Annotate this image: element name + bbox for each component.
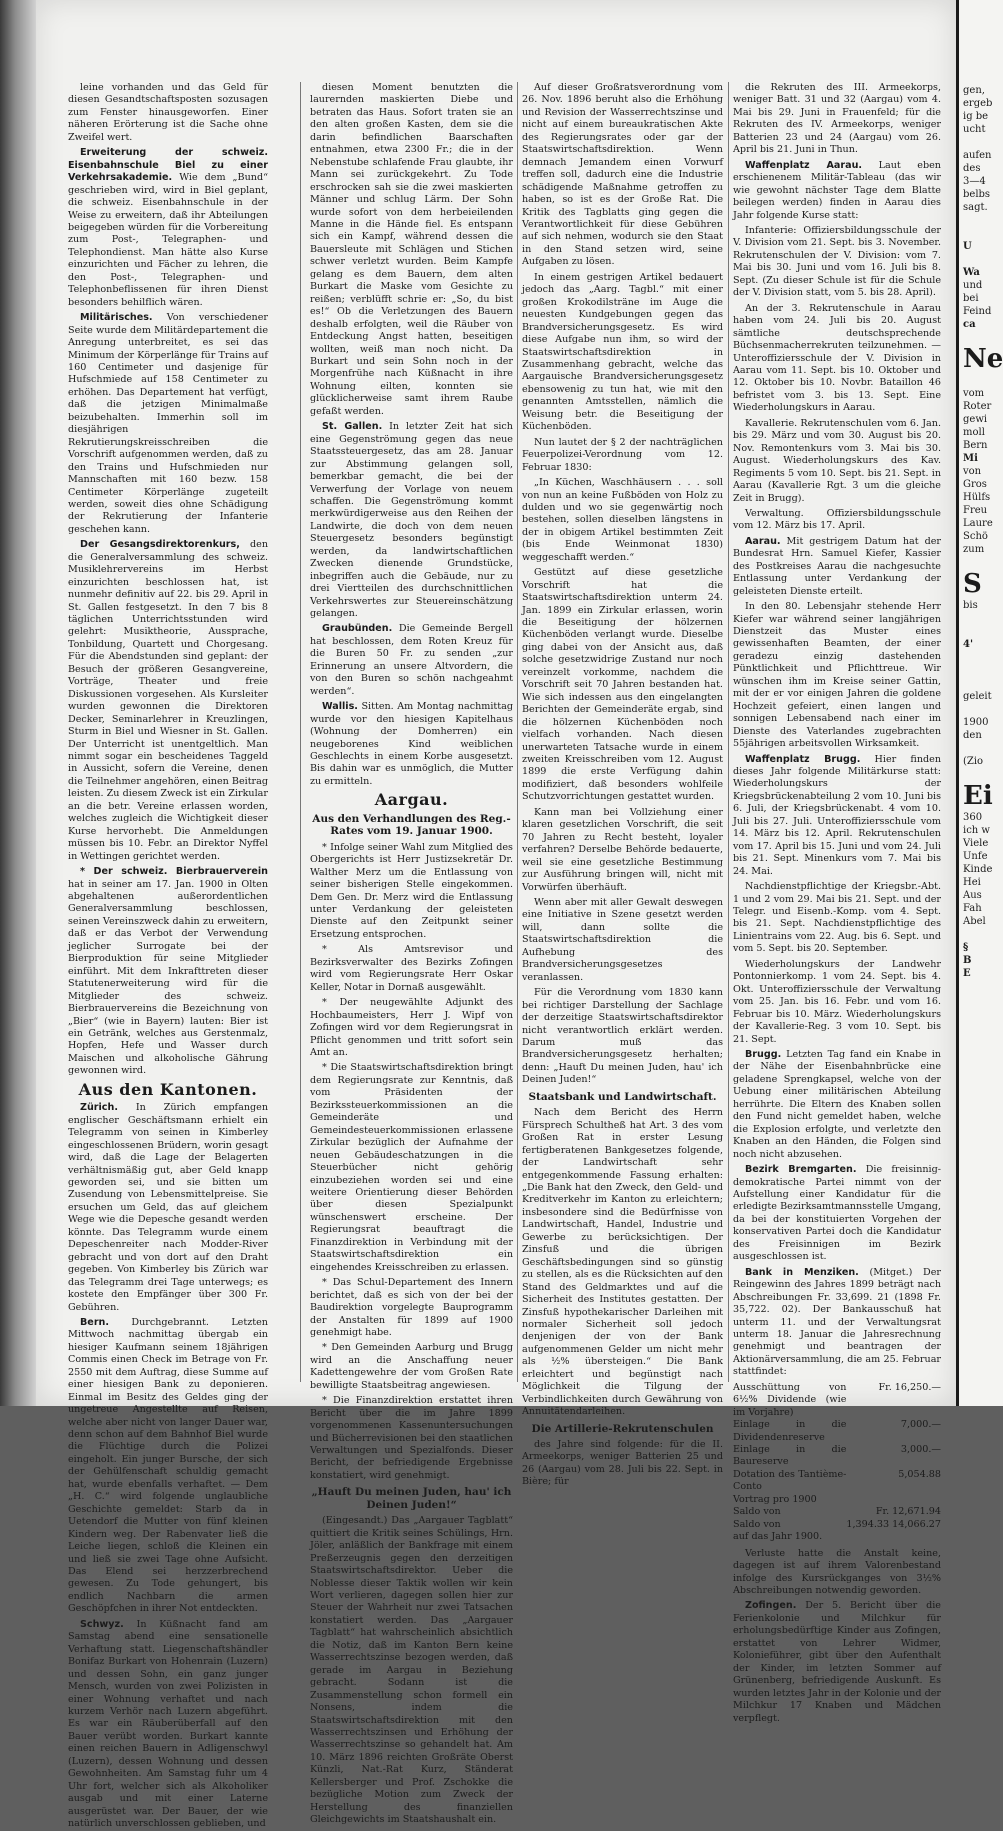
column-1 [68,82,268,1830]
quotation: „In Küchen, Waschhäusern . . . soll von nun an keine Fußböden von Holz zu dulden und wo sie gegenwärtig noch bestehen, sollen dieselben längstens in der in obigem Artikel bestimmten Zeit (bis Ende Weinmonat 1830) weggeschafft werden.“ [522,477,723,563]
paragraph: Wiederholungskurs der Landwehr Pontonnierkomp. 1 vom 24. Sept. bis 4. Okt. Unteroffiziersschule der Verwaltung vom 25. Jan. bis 16. Febr. und vom 16. Februar bis 10. März. Wiederholungskurs der Kavallerie-Reg. 3 vom 10. Sept. bis 21. Sept. [733,958,941,1045]
edge-fragment: von [963,466,982,477]
paragraph [68,539,268,863]
edge-fragment [959,612,1003,625]
paragraph [68,312,268,536]
row-value: 5,054.88 [898,1468,941,1480]
body-text: Letzten Tag fand ein Knabe in der Nähe der Eisenbahnbrücke eine geladene Sprengkapsel, welche von der Uebung einer militärischen Abteilung herrührte. Die Eltern des Knaben sollen den Fund nicht gemeldet haben, welche die Explosion erfolgte, und verletzte den Knaben an den Händen, die Folgen sind noch nicht abzusehen. [733,1048,941,1160]
edge-fragment: ig be [963,111,989,122]
edge-fragment [959,136,1003,149]
edge-fragment: ich w [963,825,990,836]
edge-fragment [959,214,1003,227]
column-rule [300,82,301,1382]
edge-fragment: Viele [963,838,989,849]
edge-fragment: (Zio [963,756,984,767]
paragraph: * Das Schul-Departement des Innern berichtet, daß es sich von der bei der Baudirektion vorgelegte Bauprogramm der Anstalten für 1899 auf 1900 genehmigt habe. [310,1277,513,1338]
edge-fragment: ergeb [963,98,993,109]
paragraph: die Rekruten des III. Armeekorps, weniger Batt. 31 und 32 (Aargau) vom 4. Mai bis 29. Juni in Frauenfeld; für die Rekruten des IV. Armeekorps, weniger Batterien 23 und 24 (Aargau) vom 26. April bis 21. Juni in Thun. [733,82,941,156]
headline: Militärisches. [80,312,153,324]
paragraph [310,421,513,620]
edge-fragment: den [963,730,982,741]
subheading: „Hauft Du meinen Juden, hau' ich Deinen Juden!“ [311,1486,512,1511]
table-row [733,1494,941,1506]
edge-fragment [959,928,1003,941]
paragraph: * Den Gemeinden Aarburg und Brugg wird an die Anschaffung neuer Kadettengewehre der vom Großen Rate bewilligte Staatsbeitrag angewiesen. [310,1342,513,1391]
edge-fragment: Gros [963,479,987,490]
headline: Waffenplatz Aarau. [745,159,863,171]
paragraph: An der 3. Rekrutenschule in Aarau haben vom 24. Juli bis 20. August sämtliche deutschsprechende Büchsenmacherrekruten teilzunehmen. — Unteroffiziersschule der V. Division in Aarau vom 11. Sept. bis 10. Oktober und 12. Oktober bis 10. Novbr. Bataillon 46 befristet vom 3. bis 13. Sept. Eine Wiederholungskurs in Aarau. [733,302,941,414]
paragraph [733,1049,941,1161]
scan-left-edge [0,0,38,1406]
paragraph [733,536,941,598]
headline: Bern. [80,1316,110,1328]
paragraph [68,1619,268,1831]
edge-fragment: 1900 [963,717,989,728]
body-text: (Mitget.) Der Reingewinn des Jahres 1899 beträgt nach Abschreibungen Fr. 33,699. 21 (1898 Fr. 35,722. 02). Der Bankausschuß hat unterm 11. und der Verwaltungsrat unterm 18. Januar die Jahresrechnung genehmigt und beantragen der Aktionärversammlung, die am 25. Februar stattfindet: [733,1266,941,1378]
edge-fragment: Bern [963,440,988,451]
paragraph [733,754,941,879]
body-text: Durchgebrannt. Letzten Mittwoch nachmittag übergab ein hiesiger Kaufmann seinem 18jährigen Commis einen Check im Betrage von Fr. 2550 mit dem Auftrag, diese Summe auf einer hiesigen Bank zu deponieren. Einmal im Besitz des Geldes ging der ungetreue Angestellte auf Reisen, welche aber nicht von langer Dauer war, denn schon auf dem Bahnhof Biel wurde die Flüchtige durch die Polizei eingeholt. Ein junger Bursche, der sich der Gehülfenschaft schuldig gemacht hat, wurde ebenfalls verhaftet. — Dem „H. C.“ wird folgende unglaubliche Geschichte gemeldet: Starb da in Uetendorf die Mutter von fünf kleinen Kindern weg. Der Rabenvater ließ die Leiche liegen, schloß die Kleinen ein und ließ sie zwei Tage ohne Aufsicht. Das Elend sei herzzerbrechend gewesen. Zu Tode gehungert, bis endlich Nachbarn die armen Geschöpfchen in ihrer Not entdeckten. [68,1316,268,1615]
edge-fragment: Ne [963,344,1003,374]
row-label: Saldo von [733,1518,781,1530]
row-value [846,1494,941,1506]
edge-fragment [959,703,1003,716]
paragraph: Nachdienstpflichtige der Kriegsbr.-Abt. 1 und 2 vom 29. Mai bis 21. Sept. und der Telegr. und Eisenb.-Komp. vom 4. Sept. bis 21. Sept. Nachdienstpflichtige des Linientrains vom 22. Aug. bis 6. Sept. und vom 5. Sept. bis 20. September. [733,881,941,955]
edge-fragment: Mi [963,453,978,464]
row-label: Einlage in die Baureserve [733,1444,847,1468]
edge-fragment: U [963,241,972,252]
edge-fragment: vom [963,388,985,399]
body-text: In letzter Zeit hat sich eine Gegenströmung gegen das neue Staatssteuergesetz, das am 28. Januar zur Abstimmung gelangen soll, bemerkbar gemacht, die bei der Verwerfung der Vorlage von neuem schaffen. Die Gegenströmung kommt merkwürdigerweise aus den Reihen der Landwirte, die doch von dem neuen Steuergesetz besonders begünstigt werden, da landwirtschaftlichen Zwecken dienende Grundstücke, inbegriffen auch die Gebäude, nur zu drei Viertteilen des durchschnittlichen Verkehrswertes zur Steuereinschätzung gelangen. [310,421,513,620]
body-text: Mit gestrigem Datum hat der Bundesrat Hrn. Samuel Kiefer, Kassier des Postkreises Aarau die nachgesuchte Entlassung unter Verdankung der geleisteten Dienste erteilt. [733,535,941,597]
paragraph: In einem gestrigen Artikel bedauert jedoch das „Aarg. Tagbl.“ mit einer großen Krokodilsträne im Auge die neuesten Kundgebungen gegen das Brandversicherungsgesetz. Es wird diese Aufgabe nun ihm, so wird der Staatswirtschaftsdirektion in Zusammenhang gebracht, welche das Aargauische Brandversicherungsgesetz ebensowenig zu tun hat, wie mit den genannten Amtsstellen, nämlich die Weisung betr. die Beseitigung der Küchenböden. [522,271,723,433]
paragraph [68,1102,268,1314]
table-row [733,1444,941,1469]
edge-fragment: sagt. [963,202,988,213]
edge-fragment: § [963,942,969,953]
headline: Schwyz. [80,1618,124,1630]
edge-fragment: belbs [963,189,991,200]
edge-fragment: moll [963,427,985,438]
table-row [733,1419,941,1444]
edge-fragment: aufen [963,150,992,161]
table-row [733,1519,941,1531]
edge-fragment: gewi [963,414,988,425]
paragraph: In den 80. Lebensjahr stehende Herr Kiefer war während seiner langjährigen Dienstzeit das Muster eines gewissenhaften Beamten, der einer geradezu einzig dastehenden Pünktlichkeit und Pflichttreue. Wir wünschen ihm im Kreise seiner Gattin, mit der er vor einigen Jahren die goldene Hochzeit gefeiert, einen langen und sonnigen Lebensabend nach einer im Dienste des Vaterlandes zugebrachten 55jährigen arbeitsvollen Wirksamkeit. [733,601,941,750]
edge-fragment [959,768,1003,781]
edge-fragment: B [963,955,972,966]
edge-fragment: bis [963,600,978,611]
row-label: Einlage in die Dividendenreserve [733,1419,847,1443]
paragraph [310,701,513,788]
row-label: auf das Jahr 1900. [733,1531,823,1543]
paragraph: Kann man bei Vollziehung einer klaren gesetzlichen Vorschrift, die seit 70 Jahren zu Recht besteht, loyaler verfahren? Derselbe Behörde bedauerte, weil sie eine gesetzliche Bestimmung zur Ausführung bringen will, nicht mit Vorwürfen überhäuft. [522,806,723,893]
row-value [846,1531,941,1543]
edge-fragment [959,331,1003,344]
headline: Bank in Menziken. [745,1266,859,1278]
headline: Waffenplatz Brugg. [745,753,861,765]
row-value: Fr. 12,671.94 [875,1506,941,1518]
body-text: Der 5. Bericht über die Ferienkolonie und Milchkur für erholungsbedürftige Kinder aus Zofingen, erstattet von Lehrer Widmer, Kolonieführer, gibt über den Aufenthalt der Kinder, im letzten Sommer auf Grünenberg, befriedigende Auskunft. Es wurden letztes Jahr in der Kolonie und der Milchkur 17 Knaben und Mädchen verpflegt. [733,1600,941,1724]
row-value: 3,000.— [900,1444,941,1456]
headline: Der Gesangsdirektorenkurs, [80,539,240,551]
paragraph [310,623,513,698]
adjacent-page-edge [956,0,1003,1406]
edge-fragment [959,625,1003,638]
subheading: Staatsbank und Landwirtschaft. [528,1090,717,1103]
body-text: hat in seiner am 17. Jan. 1900 in Olten abgehaltenen außerordentlichen Generalversammlung beschlossen, seinen Vereinszweck dahin zu erweitern, daß er das Verbot der Verwendung jeglicher Surrogate bei der Bierproduktion für seine Mitglieder einführt. Mit dem Inkrafttreten dieser Statutenerweiterung wird für die Mitglieder des schweiz. Bierbrauervereins die Bezeichnung von „Bier“ (wie in Bayern) lauten: Bier ist ein Getränk, welches aus Gerstenmalz, Hopfen, Hefe und Wasser durch Maischen und alkoholische Gährung gewonnen wird. [68,878,268,1077]
headline: Brugg. [745,1048,782,1060]
paragraph: * Der neugewählte Adjunkt des Hochbaumeisters, Herr J. Wipf von Zofingen wird vor dem Regierungsrat in Pflicht genommen und tritt sofort sein Amt an. [310,997,513,1058]
edge-fragment: Fah [963,903,982,914]
body-text: Die freisinnig-demokratische Partei nimmt von der Aufstellung einer Kandidatur für die erledigte Bezirksamtmannsstelle Umgang, da bei der konstituierten Vorgehen der konservativen Partei doch die Kandidatur des Freisinnigen im Bezirk ausgeschlossen ist. [733,1164,941,1263]
paragraph: * Als Amtsrevisor und Bezirksverwalter des Bezirks Zofingen wird vom Regierungsrate Herr Oskar Keller, Notar in Dornaß ausgewählt. [310,944,513,993]
edge-fragment: ca [963,319,976,330]
paragraph: (Eingesandt.) Das „Aargauer Tagblatt“ quittiert die Kritik seines Schülings, Hrn. Jöler, anläßlich der Bankfrage mit einem Preßerzeugnis gegen den derzeitigen Staatswirtschaftsdirektor. Ueber die Noblesse dieser Taktik wollen wir kein Wort verlieren, dagegen sollen hier zur Steuer der Wahrheit nur zwei Tatsachen konstatiert werden. Das „Aargauer Tagblatt“ hat wahrscheinlich absichtlich die Notiz, daß im Kanton Bern keine Wasserrechtszinse bezogen werden, daß gerade im Aargau in Beziehung gebracht. Sodann ist die Zusammenstellung schon formell ein Nonsens, indem die Staatswirtschaftsdirektion mit den Wasserrechtszinsen und Erhöhung der Wasserrechtszinse so gehandelt hat. Am 10. März 1896 reichten Großräte Oberst Künzli, Nat.-Rat Kurz, Ständerat Kellersberger und Prof. Zschokke die bezügliche Motion zum Zweck der Herstellung des finanziellen Gleichgewichts im Staatshaushalt ein. [310,1515,513,1826]
edge-fragment: Kinde [963,864,993,875]
paragraph: Nach dem Bericht des Herrn Fürsprech Schultheß hat Art. 3 des vom Großen Rat in erster Lesung fertigberatenen Bankgesetzes folgende, der Landwirtschaft sehr entgegenkommende Fassung erhalten: „Die Bank hat den Zweck, den Geld- und Kreditverkehr im Kanton zu erleichtern; insbesondere sind die Bedürfnisse von Landwirtschaft, Handel, Industrie und Gewerbe zu berücksichtigen. Der Zinsfuß und die übrigen Geschäftsbedingungen sind so günstig zu stellen, als es die Rücksichten auf den Stand des Geldmarktes und auf die Sicherheit des Institutes gestatten. Der Zinsfuß hypothekarischer Darleihen mit normaler Sicherheit soll jedoch denjenigen der von der Bank aufgenommenen Gelder um nicht mehr als ½% übersteigen.“ Die Bank erleichtert und begünstigt nach Möglichkeit die Tilgung der Verbindlichkeiten durch Gewährung von Annuitätendarleihen. [522,1107,723,1418]
body-text: Die Gemeinde Bergell hat beschlossen, dem Roten Kreuz für die Buren 50 Fr. zu senden „zur Erinnerung an unsere Altvordern, die von den Buren so schön nachgeahmt werden“. [310,623,513,697]
subheading: Aus den Verhandlungen des Reg.-Rates vom 19. Januar 1900. [312,812,511,838]
paragraph: Nun lautet der § 2 der nachträglichen Feuerpolizei-Verordnung vom 12. Februar 1830: [522,436,723,473]
paragraph [733,1267,941,1379]
paragraph: Infanterie: Offiziersbildungsschule der V. Division vom 21. Sept. bis 3. November. Rekrutenschulen der V. Division: vom 7. Mai bis 30. Juni und vom 16. Juli bis 8. Sept. (Zu dieser Schule ist für die Schule der V. Division statt, vom 5. bis 28. April). [733,224,941,299]
column-3 [522,82,723,1488]
body-text: Wie dem „Bund“ geschrieben wird, wird in Biel geplant, die schweiz. Eisenbahnschule in der Weise zu erweitern, daß ihr Abteilungen beigegeben würden für die Vorbereitung zum Post-, Telegraphen- und Telephondienst. Man hätte also Kurse einzurichten und Fächer zu lehren, die den Post-, Telegraphen- und Telephonbeflissenen für ihren Dienst besonders behilflich wären. [68,172,268,308]
body-text: den die Generalversammlung des schweiz. Musiklehrervereins im Herbst einzurichten beschlossen hat, ist nunmehr definitiv auf 22. bis 29. April in St. Gallen festgesetzt. In den 7 bis 8 täglichen Unterrichtsstunden wird gelehrt: Musiktheorie, Aussprache, Tonbildung, Quartett und Chorgesang. Für die Abendstunden sind geplant: der Besuch der größeren Gesangvereine, Vorträge, Theater und freie Diskussionen vorgesehen. Als Kursleiter wurden gewonnen die Direktoren Decker, Seminarlehrer in Kreuzlingen, Sturm in Biel und Wiesner in St. Gallen. Der Unterricht ist unentgeltlich. Man nimmt sogar ein bescheidenes Taggeld in Aussicht, sofern die Vereine, denen die Teilnehmer angehören, einen Beitrag leisten. Zu diesem Zweck ist ein Zirkular an die betr. Vereine erlassen worden, welches zugleich die Wichtigkeit dieser Kurse hervorhebt. Die Anmeldungen müssen bis 10. Febr. an Direktor Nyffel in Wettingen gerichtet werden. [68,539,268,862]
section-title: Aargau. [374,790,449,810]
paragraph: Auf dieser Großratsverordnung vom 26. Nov. 1896 beruht also die Erhöhung und Revision der Wasserrechtszinse und nicht auf einem bureaukratischen Akte des Regierungsrates oder gar der Staatswirtschaftsdirektion. Wenn demnach Jemandem einen Vorwurf treffen soll, dadurch eine die Industrie schädigende Maßnahme getroffen zu haben, so ist es der Große Rat. Die Kritik des Tagblatts ging gegen die Verantwortlichkeit für diese Gebühren auf sich nehmen, wodurch sie den Staat in den Stand setzen wird, seine Aufgaben zu lösen. [522,82,723,268]
edge-fragment: und [963,280,983,291]
headline: Graubünden. [322,623,393,635]
table-row [733,1506,941,1518]
column-4 [733,82,942,1724]
body-text: Von verschiedener Seite wurde dem Militärdepartement die Anregung unterbreitet, es sei das Minimum der Körperlänge für Trains auf 160 Centimeter und dasjenige für Hufschmiede auf 158 Centimeter zu erhöhen. Das Departement hat verfügt, daß die jetzigen Minimalmaße beizubehalten. Immerhin soll im diesjährigen Rekrutierungskreisschreiben die Vorschrift aufgenommen werden, daß zu den Trains und Hufschmieden nur Mannschaften mit 160 bezw. 158 Centimeter Körperlänge zugeteilt werden, soweit dies ohne Schädigung der Rekrutierung der Infanterie geschehen kann. [68,312,268,535]
edge-fragment: zum [963,544,985,555]
table-row [733,1382,941,1419]
paragraph [733,1600,941,1725]
paragraph [68,147,268,309]
edge-fragment: gen, [963,85,985,96]
edge-fragment: E [963,968,971,979]
headline: Erweiterung der schweiz. Eisenbahnschule Biel zu einer Verkehrsakademie. [68,147,268,184]
headline: Bezirk Bremgarten. [745,1164,857,1176]
column-rule [517,82,518,1382]
edge-fragment: Schö [963,531,988,542]
column-rule [728,82,729,1382]
paragraph: Verluste hatte die Anstalt keine, dagegen ist auf ihrem Valorenbestand infolge des Kursrückganges von 3½% Abschreibungen notwendig geworden. [733,1547,941,1597]
edge-fragment: 360 [963,812,983,823]
column-2 [310,82,513,1826]
edge-fragment: Unfe [963,851,988,862]
paragraph [733,160,941,222]
paragraph: des Jahre sind folgende: für die II. Armeekorps, weniger Batterien 25 und 26 (Aargau) vom 28. Juli bis 22. Sept. in Bière; für [522,1439,723,1488]
row-value: 7,000.— [900,1419,941,1431]
edge-fragment: 3—4 [963,176,986,187]
edge-fragment: des [963,163,981,174]
edge-fragment: Ei [963,781,993,811]
body-text: Sitten. Am Montag nachmittag wurde vor den hiesigen Kapitelhaus (Wohnung der Domherren) ein neugeborenes Kind weiblichen Geschlechts in einem Korbe ausgesetzt. Bis dahin war es unmöglich, die Mutter zu ermitteln. [310,701,513,787]
row-label: Vortrag pro 1900 [733,1493,817,1505]
paragraph [68,866,268,1078]
edge-fragment: Hei [963,877,981,888]
edge-fragment [959,374,1003,387]
paragraph [68,1317,268,1616]
table-row [733,1531,941,1543]
subheading: Die Artillerie-Rekrutenschulen [531,1422,714,1435]
edge-fragment: 4' [963,639,974,650]
row-label: Saldo von [733,1506,781,1518]
headline: Wallis. [322,701,358,713]
body-text: In Küßnacht fand am Samstag abend eine sensationelle Verhaftung statt. Liegenschaftshändler Bonifaz Burkart von Hohenrain (Luzern) und dessen Sohn, ein ganz junger Mensch, wurden von zwei Polizisten in einer Wohnung verhaftet und nach kurzem Verhör nach Luzern abgeführt. Es war ein Räuberüberfall auf den Bauer verübt worden. Burkart kannte einen reichen Bauern in Adligenschwyl (Luzern), dessen Wohnung und dessen Gewohnheiten. Am Samstag fuhr um 4 Uhr fort, welcher sich als Alkoholiker ausgab und mit einer Laterne ausgerüstet war. Der Bauer, der wie natürlich unverschlossen geblieben, und [68,1618,268,1830]
edge-fragment: S [963,569,982,599]
headline: Zürich. [80,1102,118,1114]
paragraph: Kavallerie. Rekrutenschulen vom 6. Jan. bis 29. März und vom 30. August bis 20. Nov. Remontenkurs vom 3. Mai bis 30. August. Wiederholungskurs des Kav. Regiments 5 vom 10. Sept. bis 21. Sept. in Aarau (Kavallerie Rgt. 3 um die gleiche Zeit in Brugg). [733,417,941,504]
paragraph: * Infolge seiner Wahl zum Mitglied des Obergerichts ist Herr Justizsekretär Dr. Walther Merz um die Entlassung von seiner bisherigen Stelle eingekommen. Dem Gen. Dr. Merz wird die Entlassung unter Verdankung der geleisteten Dienste auf den Zeitpunkt seiner Ersetzung entsprochen. [310,841,513,940]
edge-fragment: Aus [963,890,982,901]
row-label: Dotation des Tantième-Conto [733,1468,847,1493]
edge-fragment [959,742,1003,755]
edge-fragment: Laure [963,518,993,529]
paragraph: * Die Finanzdirektion erstattet ihren Bericht über die im Jahre 1899 vorgenommenen Kassenuntersuchungen und Bücherrevisionen bei den staatlichen Verwaltungen und Spezialfonds. Dieser Bericht, der befriedigende Ergebnisse konstatiert, wird genehmigt. [310,1395,513,1481]
edge-fragment [959,227,1003,240]
edge-fragment: ucht [963,124,986,135]
paragraph: * Die Staatswirtschaftsdirektion bringt dem Regierungsrate zur Kenntnis, daß vom Präsidenten der Bezirkssteuerkommissionen an die Gemeinderäte und Gemeindesteuerkommissionen erlassene Zirkular bezüglich der Aufnahme der neuen Gebäudeschatzungen in die Steuerbücher nicht gehörig einzubeziehen worden sei und eine weitere Orientierung dieser Behörden über diesen Spezialpunkt wünschenswert erscheine. Der Regierungsrat beauftragt die Finanzdirektion in Verbindung mit der Staatswirtschaftsdirektion ein eingehendes Kreisschreiben zu erlassen. [310,1062,513,1273]
row-value: 1,394.33 14,066.27 [846,1518,941,1530]
paragraph: diesen Moment benutzten die laurernden maskierten Diebe und betraten das Haus. Sofort traten sie an den alten großen Kasten, dem sie die darin befindlichen Baarschaften entnahmen, etwa 2300 Fr.; die in der Nebenstube schlafende Frau glaubte, ihr Mann sei zurückgekehrt. Zu Tode erschrocken sah sie die zwei maskierten Männer und schlug Lärm. Der Sohn wurde sofort von dem herbeieilenden Manne in die Hände fiel. Es entspann sich ein Kampf, während dessen die Bauersleute mit Schlägen und Stichen schwer verletzt wurden. Beim Kampfe gelang es dem Bauern, dem alten Burkart die Maske vom Gesichte zu reißen; verblüfft schrie er: „So, du bist es!“ Ob die Verletzungen des Bauern deshalb erfolgten, weil die Räuber von Entdeckung Angst hatten, beseitigen wollten, weiß man noch nicht. Da Burkart und sein Sohn noch in der Morgenfrühe nach Küßnacht in ihre Wohnung eilten, konnten sie glücklicherweise samt ihrem Raube gefaßt werden. [310,82,513,417]
headline: Aarau. [745,535,781,547]
paragraph: Für die Verordnung vom 1830 kann bei richtiger Darstellung der Sachlage der derzeitige Staatswirtschaftsdirektor nicht verantwortlich erklärt werden. Darum muß das Brandversicherungsgesetz herhalten; denn: „Hauft Du meinen Juden, hau' ich Deinen Juden!“ [522,987,723,1086]
headline: Zofingen. [745,1600,797,1612]
paragraph: Wenn aber mit aller Gewalt deswegen eine Initiative in Szene gesetzt werden will, dann sollte die Staatswirtschaftsdirektion die Aufhebung des Brandversicherungsgesetzes veranlassen. [522,897,723,983]
headline: St. Gallen. [322,421,383,433]
edge-fragment [959,677,1003,690]
edge-fragment [959,664,1003,677]
edge-fragment: Abel [963,916,986,927]
edge-fragment [959,556,1003,569]
paragraph: Gestützt auf diese gesetzliche Vorschrift hat die Staatswirtschaftsdirektion unterm 24. Jan. 1899 ein Zirkular erlassen, worin die Beseitigung der hölzernen Küchenböden verlangt wurde. Dieselbe ging dabei von der Ansicht aus, daß solche gesetzwidrige Zustand nur noch vereinzelt vorkomme, nachdem die Vorschrift seit 70 Jahren bestanden hat. Wie sich indessen aus den eingelangten Berichten der Gemeinderäte ergab, sind die hölzernen Küchenböden noch vielfach vorhanden. Nach diesen unerwarteten Tatsache wurde in einem zweiten Kreisschreiben vom 12. August 1899 die erste Verfügung dahin modifiziert, daß besonders wohlfeile Schutzvorrichtungen gestattet wurden. [522,567,723,803]
balance-table [733,1382,941,1544]
edge-fragment: Feind [963,306,992,317]
paragraph [733,1164,941,1264]
edge-fragment: Wa [963,267,980,278]
edge-fragment [959,651,1003,664]
edge-fragment: Hülfs [963,492,991,503]
edge-fragment: Roter [963,401,992,412]
edge-fragment: geleit [963,691,992,702]
paragraph: leine vorhanden und das Geld für diesen Gesandtschaftsposten sozusagen zum Fenster hinausgeworfen. Einer näheren Erörterung ist die Sache ohne Zweifel wert. [68,82,268,143]
edge-fragment: bei [963,293,979,304]
edge-fragment [959,253,1003,266]
edge-fragment: Freu [963,505,988,516]
table-row [733,1469,941,1494]
headline: * Der schweiz. Bierbrauerverein [80,866,268,878]
row-label: Ausschüttung von 6½% Dividende (wie im Vorjahre) [733,1381,847,1418]
body-text: In Zürich empfangen englischer Geschäftsmann erhielt ein Telegramm von seinen in Kimberley eingeschlossenen Brüdern, worin gesagt wird, daß die Lage der Belagerten verhältnismäßig gut, aber Geld knapp geworden sei, und sie bitten um Zusendung von Lebensmittelpreise. Sie ersuchen um Geld, das auf gleichem Wege wie die Depesche gesandt werden könnte. Das Telegramm wurde einem Depeschenreiter nach Modder-River gebracht und von dort auf den Draht gegeben. Von Kimberley bis Zürich war das Telegramm drei Tage unterwegs; es kostete den Empfänger über 300 Fr. Gebühren. [68,1102,268,1313]
body-text: Laut eben erschienenem Militär-Tableau (das wir wie gewohnt nächster Tage dem Blatte beilegen werden) finden in Aarau dies Jahr folgende Kurse statt: [733,159,941,221]
row-value: Fr. 16,250.— [878,1381,941,1393]
body-text: Hier finden dieses Jahr folgende Militärkurse statt: Wiederholungskurs der Kriegsbrückenabteilung 2 vom 10. Juni bis 6. Juli, der Kriegsbrückenabt. 4 vom 10. Juli bis 27. Juli. Unteroffiziersschule vom 14. März bis 12. April. Rekrutenschulen vom 17. April bis 15. Juni und vom 24. Juli bis 21. Sept. Minenkurs vom 7. Mai bis 24. Mai. [733,753,942,877]
section-title: Aus den Kantonen. [78,1079,258,1099]
paragraph: Verwaltung. Offiziersbildungsschule vom 12. März bis 17. April. [733,507,941,532]
